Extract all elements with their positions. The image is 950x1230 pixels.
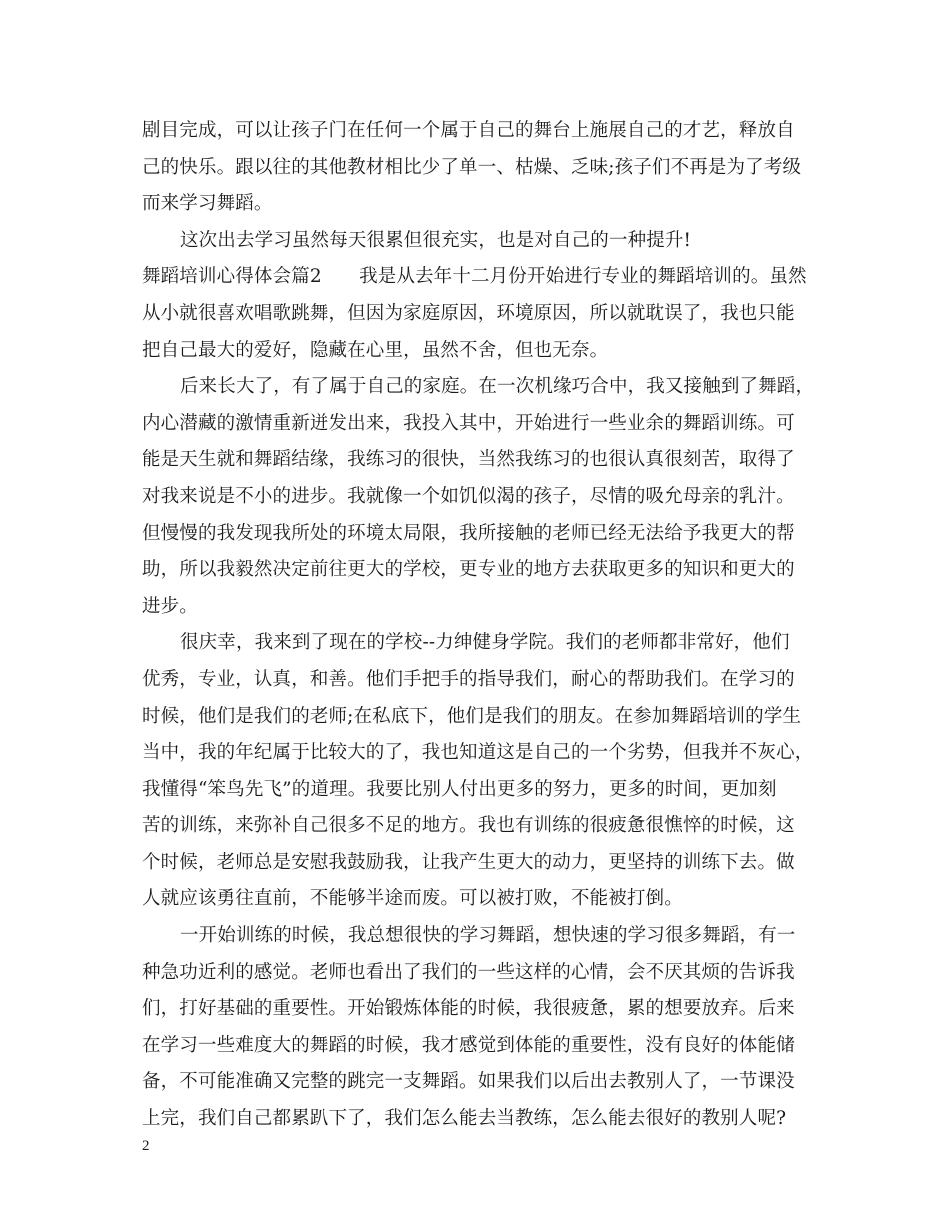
text-line: 当中，我的年纪属于比较大的了，我也知道这是自己的一个劣势，但我并不灰心， bbox=[142, 742, 814, 764]
text-line: 人就应该勇往直前，不能够半途而废。可以被打败，不能被打倒。 bbox=[142, 888, 683, 910]
page-number: 2 bbox=[142, 1138, 150, 1154]
text-line: 剧目完成，可以让孩子门在任何一个属于自己的舞台上施展自己的才艺，释放自 bbox=[142, 120, 795, 141]
text-line: 很庆幸，我来到了现在的学校--力绅健身学院。我们的老师都非常好，他们 bbox=[180, 632, 790, 654]
text-line: 己的快乐。跟以往的其他教材相比少了单一、枯燥、乏味;孩子们不再是为了考级 bbox=[142, 156, 802, 178]
text-line: 种急功近利的感觉。老师也看出了我们的一些这样的心情，会不厌其烦的告诉我 bbox=[142, 961, 795, 983]
text-line: 苦的训练，来弥补自己很多不足的地方。我也有训练的很疲惫很憔悴的时候，这 bbox=[142, 815, 795, 837]
text-line: 从小就很喜欢唱歌跳舞，但因为家庭原因，环境原因，所以就耽误了，我也只能 bbox=[142, 302, 795, 324]
text-line: 进步。 bbox=[142, 595, 198, 617]
text-line: 但慢慢的我发现我所处的环境太局限，我所接触的老师已经无法给予我更大的帮 bbox=[142, 522, 795, 544]
text-line: 备，不可能准确又完整的跳完一支舞蹈。如果我们以后出去教别人了，一节课没 bbox=[142, 1071, 795, 1093]
text-line: 个时候，老师总是安慰我鼓励我，让我产生更大的动力，更坚持的训练下去。做 bbox=[142, 851, 795, 873]
text-line: 时候，他们是我们的老师;在私底下，他们是我们的朋友。在参加舞蹈培训的学生 bbox=[142, 705, 802, 727]
section-heading-line: 舞蹈培训心得体会篇2 我是从去年十二月份开始进行专业的舞蹈培训的。虽然 bbox=[142, 266, 807, 288]
text-line: 对我来说是不小的进步。我就像一个如饥似渴的孩子，尽情的吸允母亲的乳汁。 bbox=[142, 485, 795, 507]
text-line: 上完，我们自己都累趴下了，我们怎么能去当教练，怎么能去很好的教别人呢? bbox=[142, 1108, 787, 1130]
text-line: 一开始训练的时候，我总想很快的学习舞蹈，想快速的学习很多舞蹈，有一 bbox=[180, 925, 796, 947]
text-line: 我懂得“笨鸟先飞”的道理。我要比别人付出更多的努力，更多的时间，更加刻 bbox=[142, 778, 777, 800]
text-line: 后来长大了，有了属于自己的家庭。在一次机缘巧合中，我又接触到了舞蹈， bbox=[180, 376, 815, 398]
text-line: 助，所以我毅然决定前往更大的学校，更专业的地方去获取更多的知识和更大的 bbox=[142, 559, 795, 581]
text-line: 这次出去学习虽然每天很累但很充实，也是对自己的一种提升! bbox=[180, 229, 692, 251]
body-text bbox=[142, 113, 815, 1138]
text-line: 在学习一些难度大的舞蹈的时候，我才感觉到体能的重要性，没有良好的体能储 bbox=[142, 1034, 795, 1056]
text-line: 把自己最大的爱好，隐藏在心里，虽然不舍，但也无奈。 bbox=[142, 339, 609, 361]
text-line: 优秀，专业，认真，和善。他们手把手的指导我们，耐心的帮助我们。在学习的 bbox=[142, 668, 795, 690]
text-line: 能是天生就和舞蹈结缘，我练习的很快，当然我练习的也很认真很刻苦，取得了 bbox=[142, 449, 795, 471]
text-line: 而来学习舞蹈。 bbox=[142, 193, 273, 215]
text-line: 内心潜藏的激情重新迸发出来，我投入其中，开始进行一些业余的舞蹈训练。可 bbox=[142, 412, 795, 434]
text-line: 们，打好基础的重要性。开始锻炼体能的时候，我很疲惫，累的想要放弃。后来 bbox=[142, 998, 795, 1020]
